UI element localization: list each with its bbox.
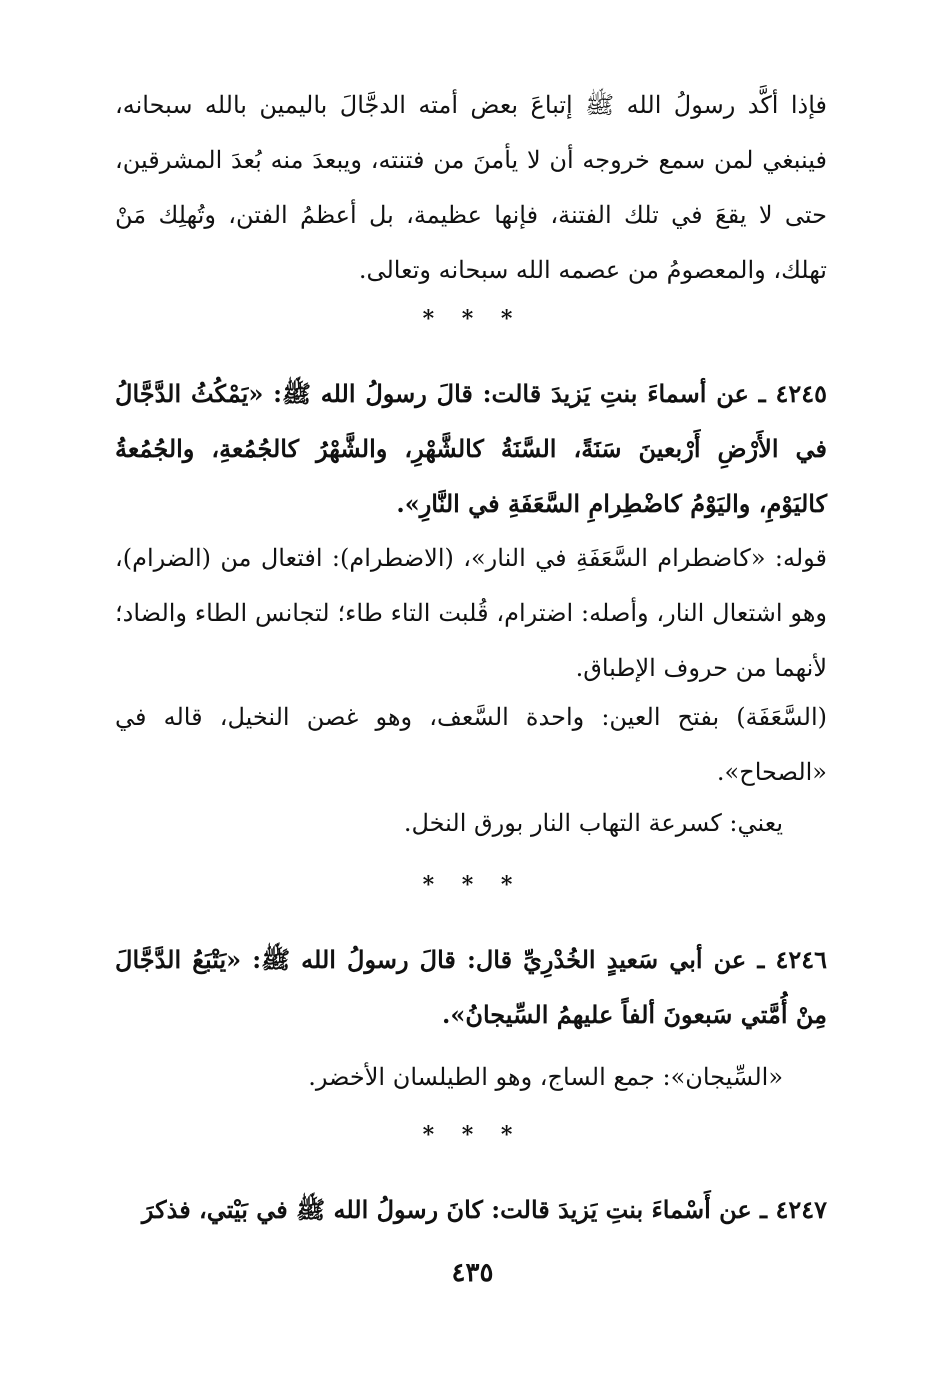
hadith-4247: ٤٢٤٧ ـ عن أَسْماءَ بنتِ يَزيدَ قالت: كانَ رسولُ الله ﷺ في بَيْتي، فذكرَ [141,1195,827,1224]
commentary-sijan: «السِّيجان»: جمع الساج، وهو الطيلسان الأخضر. [308,1063,783,1091]
section-separator: * * * [422,1122,523,1148]
paragraph-closing-commentary: فإذا أكَّد رسولُ الله ﷺ إتباعَ بعض أمته الدجَّالَ باليمين بالله سبحانه، فينبغي لمن سمع خروجه أن لا يأمنَ من فتنته، ويبعدَ منه بُعدَ المشرقين، حتى لا يقعَ في تلك الفتنة، فإنها عظيمة، بل أعظمُ الفتن، وتُهلِك مَنْ تهلك، والمعصومُ من عصمه الله سبحانه وتعالى. [115,91,827,284]
commentary-meaning: يعني: كسرعة التهاب النار بورق النخل. [403,809,783,837]
section-separator: * * * [422,306,523,332]
commentary-idtiram: قوله: «كاضطرام السَّعَفَةِ في النار»، (الاضطرام): افتعال من (الضرام)، وهو اشتعال النار، وأصله: اضترام، قُلبت التاء طاء؛ لتجانس الطاء والضاد؛ لأنهما من حروف الإطباق. [115,544,827,682]
hadith-4246: ٤٢٤٦ ـ عن أبي سَعيدٍ الخُدْرِيِّ قال: قالَ رسولُ الله ﷺ: «يَتْبَعُ الدَّجَّالَ مِنْ أُمَّتي سَبعونَ ألفاً عليهمُ السِّيجانُ». [115,945,827,1029]
hadith-4245: ٤٢٤٥ ـ عن أسماءَ بنتِ يَزيدَ قالت: قالَ رسولُ الله ﷺ: «يَمْكُثُ الدَّجَّالُ في الأَرْضِ أَرْبعينَ سَنَةً، السَّنَةُ كالشَّهْرِ، والشَّهْرُ كالجُمُعةِ، والجُمُعةُ كاليَوْمِ، واليَوْمُ كاضْطِرامِ السَّعَفَةِ في النَّارِ». [115,379,827,518]
page-number: ٤٣٥ [451,1258,494,1288]
section-separator: * * * [422,872,523,898]
commentary-saafa: (السَّعَفَة) بفتح العين: واحدة السَّعف، وهو غصن النخيل، قاله في «الصحاح». [115,703,827,786]
